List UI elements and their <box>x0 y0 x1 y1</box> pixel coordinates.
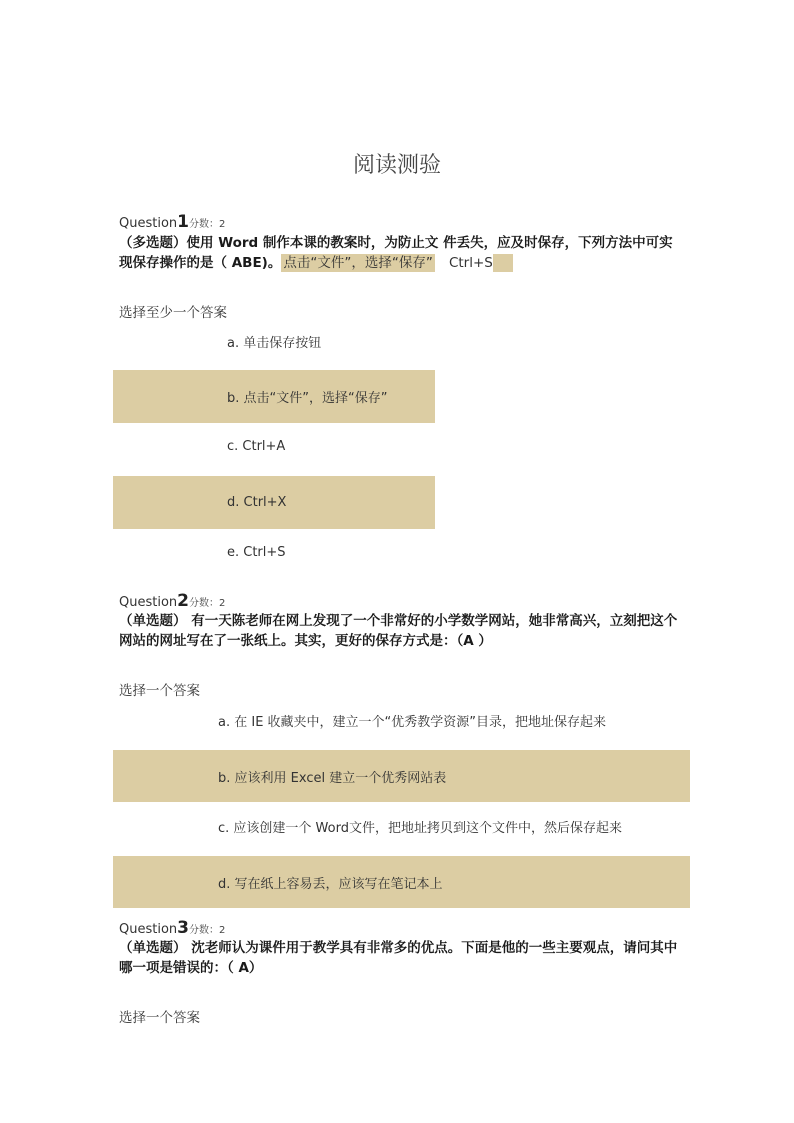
question-2-instruction: 选择一个答案 <box>119 683 200 699</box>
question-number: 3 <box>177 918 189 938</box>
question-1-highlight: 点击“文件”，选择“保存” <box>283 255 433 271</box>
question-number: 2 <box>177 591 189 611</box>
question-2-option-b[interactable] <box>113 750 690 802</box>
question-2-text: （单选题） 有一天陈老师在网上发现了一个非常好的小学数学网站，她非常高兴，立刻把这个网站的网址写在了一张纸上。其实，更好的保存方式是：（A ） <box>119 613 678 649</box>
question-label: Question <box>119 922 178 937</box>
question-1-option-c[interactable] <box>113 432 435 460</box>
question-1-text <box>119 233 679 273</box>
question-3-header <box>119 918 225 938</box>
question-1-prompt: （多选题）使用 Word 制作本课的教案时，为防止文 件丢失，应及时保存，下列方法中可实现保存操作的是（ ABE)。 <box>119 235 673 271</box>
option-label: c. 应该创建一个 Word文件，把地址拷贝到这个文件中，然后保存起来 <box>218 820 622 836</box>
question-score: 分数：2 <box>189 598 226 609</box>
question-3-instruction: 选择一个答案 <box>119 1010 200 1026</box>
option-label: d. 写在纸上容易丢，应该写在笔记本上 <box>218 876 443 892</box>
question-1-highlight-2: Ctrl+S <box>448 255 493 271</box>
option-label: d. Ctrl+X <box>227 495 287 510</box>
question-label: Question <box>119 216 178 231</box>
question-2-option-c[interactable] <box>113 812 690 840</box>
highlight-tail <box>493 254 513 272</box>
question-1-option-d[interactable] <box>113 476 435 529</box>
question-1-option-a[interactable] <box>113 327 435 355</box>
question-1-option-b[interactable] <box>113 370 435 423</box>
option-label: b. 应该利用 Excel 建立一个优秀网站表 <box>218 770 447 786</box>
option-label: a. 单击保存按钮 <box>227 335 322 351</box>
question-1-header <box>119 212 225 232</box>
question-number: 1 <box>177 212 189 232</box>
question-3-text: （单选题） 沈老师认为课件用于教学具有非常多的优点。下面是他的一些主要观点，请问其中哪一项是错误的：（ A） <box>119 940 678 976</box>
question-score: 分数：2 <box>189 219 226 230</box>
option-label: b. 点击“文件”，选择“保存” <box>227 391 388 406</box>
question-1-instruction: 选择至少一个答案 <box>119 305 227 321</box>
question-label: Question <box>119 595 178 610</box>
question-2-option-d[interactable] <box>113 856 690 908</box>
question-1-option-e[interactable] <box>113 538 435 566</box>
option-label: e. Ctrl+S <box>227 544 286 560</box>
option-label: a. 在 IE 收藏夹中，建立一个“优秀教学资源”目录，把地址保存起来 <box>218 714 607 730</box>
question-2-header <box>119 591 225 611</box>
question-score: 分数：2 <box>189 925 226 936</box>
option-label: c. Ctrl+A <box>227 438 286 454</box>
page-title: 阅读测验 <box>352 153 441 178</box>
question-2-option-a[interactable] <box>113 706 690 734</box>
